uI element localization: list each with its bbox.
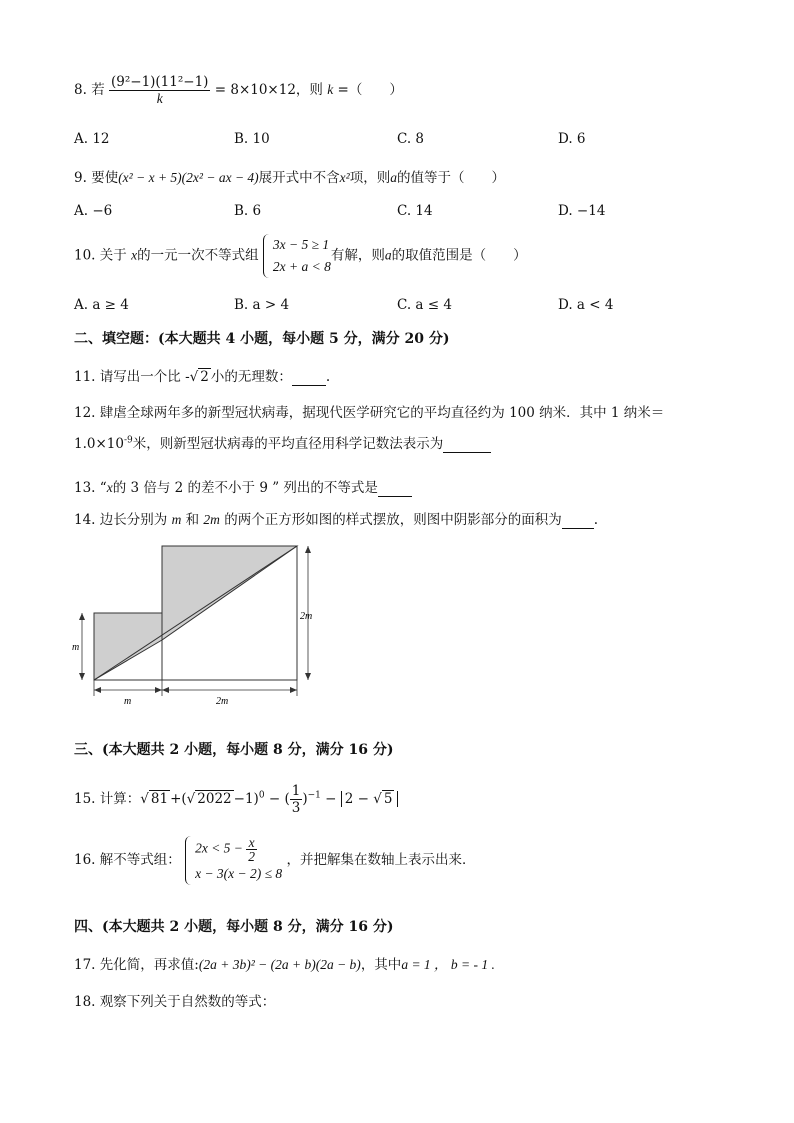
q10-option-a: A. a ≥ 4	[74, 297, 129, 313]
q10-option-d: D. a < 4	[558, 297, 614, 313]
q9-option-b: B. 6	[234, 203, 262, 219]
q8-option-b: B. 10	[234, 131, 270, 147]
label-left-m: m	[72, 642, 80, 653]
q9-option-a: A. −6	[74, 203, 113, 219]
section-4-heading: 四、(本大题共 2 小题，每小题 8 分，满分 16 分)	[74, 919, 394, 935]
q14-stem: 14. 边长分别为 m 和 2m 的两个正方形如图的样式摆放，则图中阴影部分的面积为 .	[74, 512, 599, 528]
q12-line1: 12. 肆虐全球两年多的新型冠状病毒，据现代医学研究它的平均直径约为 100 纳米．其中 1 纳米＝	[74, 405, 665, 421]
q8-option-a: A. 12	[74, 131, 110, 147]
q15-stem: 15. 计算：√ 81 +(√ 2022 −1)$^0$ − ( $\frac{1}{3}$ )$^{-1}$ − 2 − √ 5	[74, 783, 398, 816]
q11-answer-blank	[292, 369, 326, 386]
q13-answer-blank	[378, 480, 412, 497]
q9-stem: 9. 要使(x² − x + 5)(2x² − ax − 4)展开式中不含x²项，则a的值等于（ ）	[74, 170, 505, 186]
label-right-2m: 2m	[300, 611, 313, 622]
q12-line2: $1.0\times 10^{-9}$米，则新型冠状病毒的平均直径用科学记数法表示为	[74, 432, 491, 453]
q9-expression: (x² − x + 5)(2x² − ax − 4)	[118, 170, 259, 185]
section-3-heading: 三、(本大题共 2 小题，每小题 8 分，满分 16 分)	[74, 742, 394, 758]
q10-inequality-system: 3x − 5 ≥ 1 2x + a < 8	[263, 234, 331, 278]
q16-inequality-system: 2x < 5 − $\frac{x}{2}$ x − 3(x − 2) ≤ 8	[185, 836, 282, 885]
q10-stem: 10. 关于 x的一元一次不等式组 3x − 5 ≥ 1 2x + a < 8 有解，则a的取值范围是（ ）	[74, 234, 527, 278]
shaded-region-large	[162, 546, 297, 640]
q17-stem: 17. 先化简，再求值:(2a + 3b)² − (2a + b)(2a − b)，其中a = 1 ， b = - 1 .	[74, 957, 495, 973]
q10-option-c: C. a ≤ 4	[397, 297, 452, 313]
label-bottom-m: m	[124, 696, 132, 707]
q9-option-d: D. −14	[558, 203, 606, 219]
q8-fraction: $\frac{\text{(9²−1)(11²−1)}}{k}$	[110, 74, 209, 106]
q8-number: 8.	[74, 82, 87, 98]
q8-stem: 8. 若 $\frac{\text{(9²−1)(11²−1)}}{k}$ = 8×10×12，则 k =（ ）	[74, 74, 403, 106]
q9-option-c: C. 14	[397, 203, 433, 219]
q18-stem: 18. 观察下列关于自然数的等式：	[74, 994, 276, 1010]
q14-answer-blank	[562, 512, 594, 529]
q8-option-c: C. 8	[397, 131, 425, 147]
q10-option-b: B. a > 4	[234, 297, 290, 313]
q12-answer-blank	[443, 436, 491, 453]
q15-absolute-value: 2 − √ 5	[341, 791, 399, 807]
q8-option-d: D. 6	[558, 131, 586, 147]
q11-stem: 11. 请写出一个比 -√ 2 小的无理数： .	[74, 369, 331, 385]
q14-squares-figure	[70, 540, 330, 710]
q13-stem: 13. “x的 3 倍与 2 的差不小于 9 ” 列出的不等式是	[74, 476, 412, 497]
label-bottom-2m: 2m	[216, 696, 229, 707]
shaded-region-small	[94, 613, 162, 680]
section-2-heading: 二、填空题：(本大题共 4 小题，每小题 5 分，满分 20 分)	[74, 331, 450, 347]
q16-stem: 16. 解不等式组： 2x < 5 − $\frac{x}{2}$ x − 3(x − 2) ≤ 8 ，并把解集在数轴上表示出来．	[74, 836, 475, 885]
